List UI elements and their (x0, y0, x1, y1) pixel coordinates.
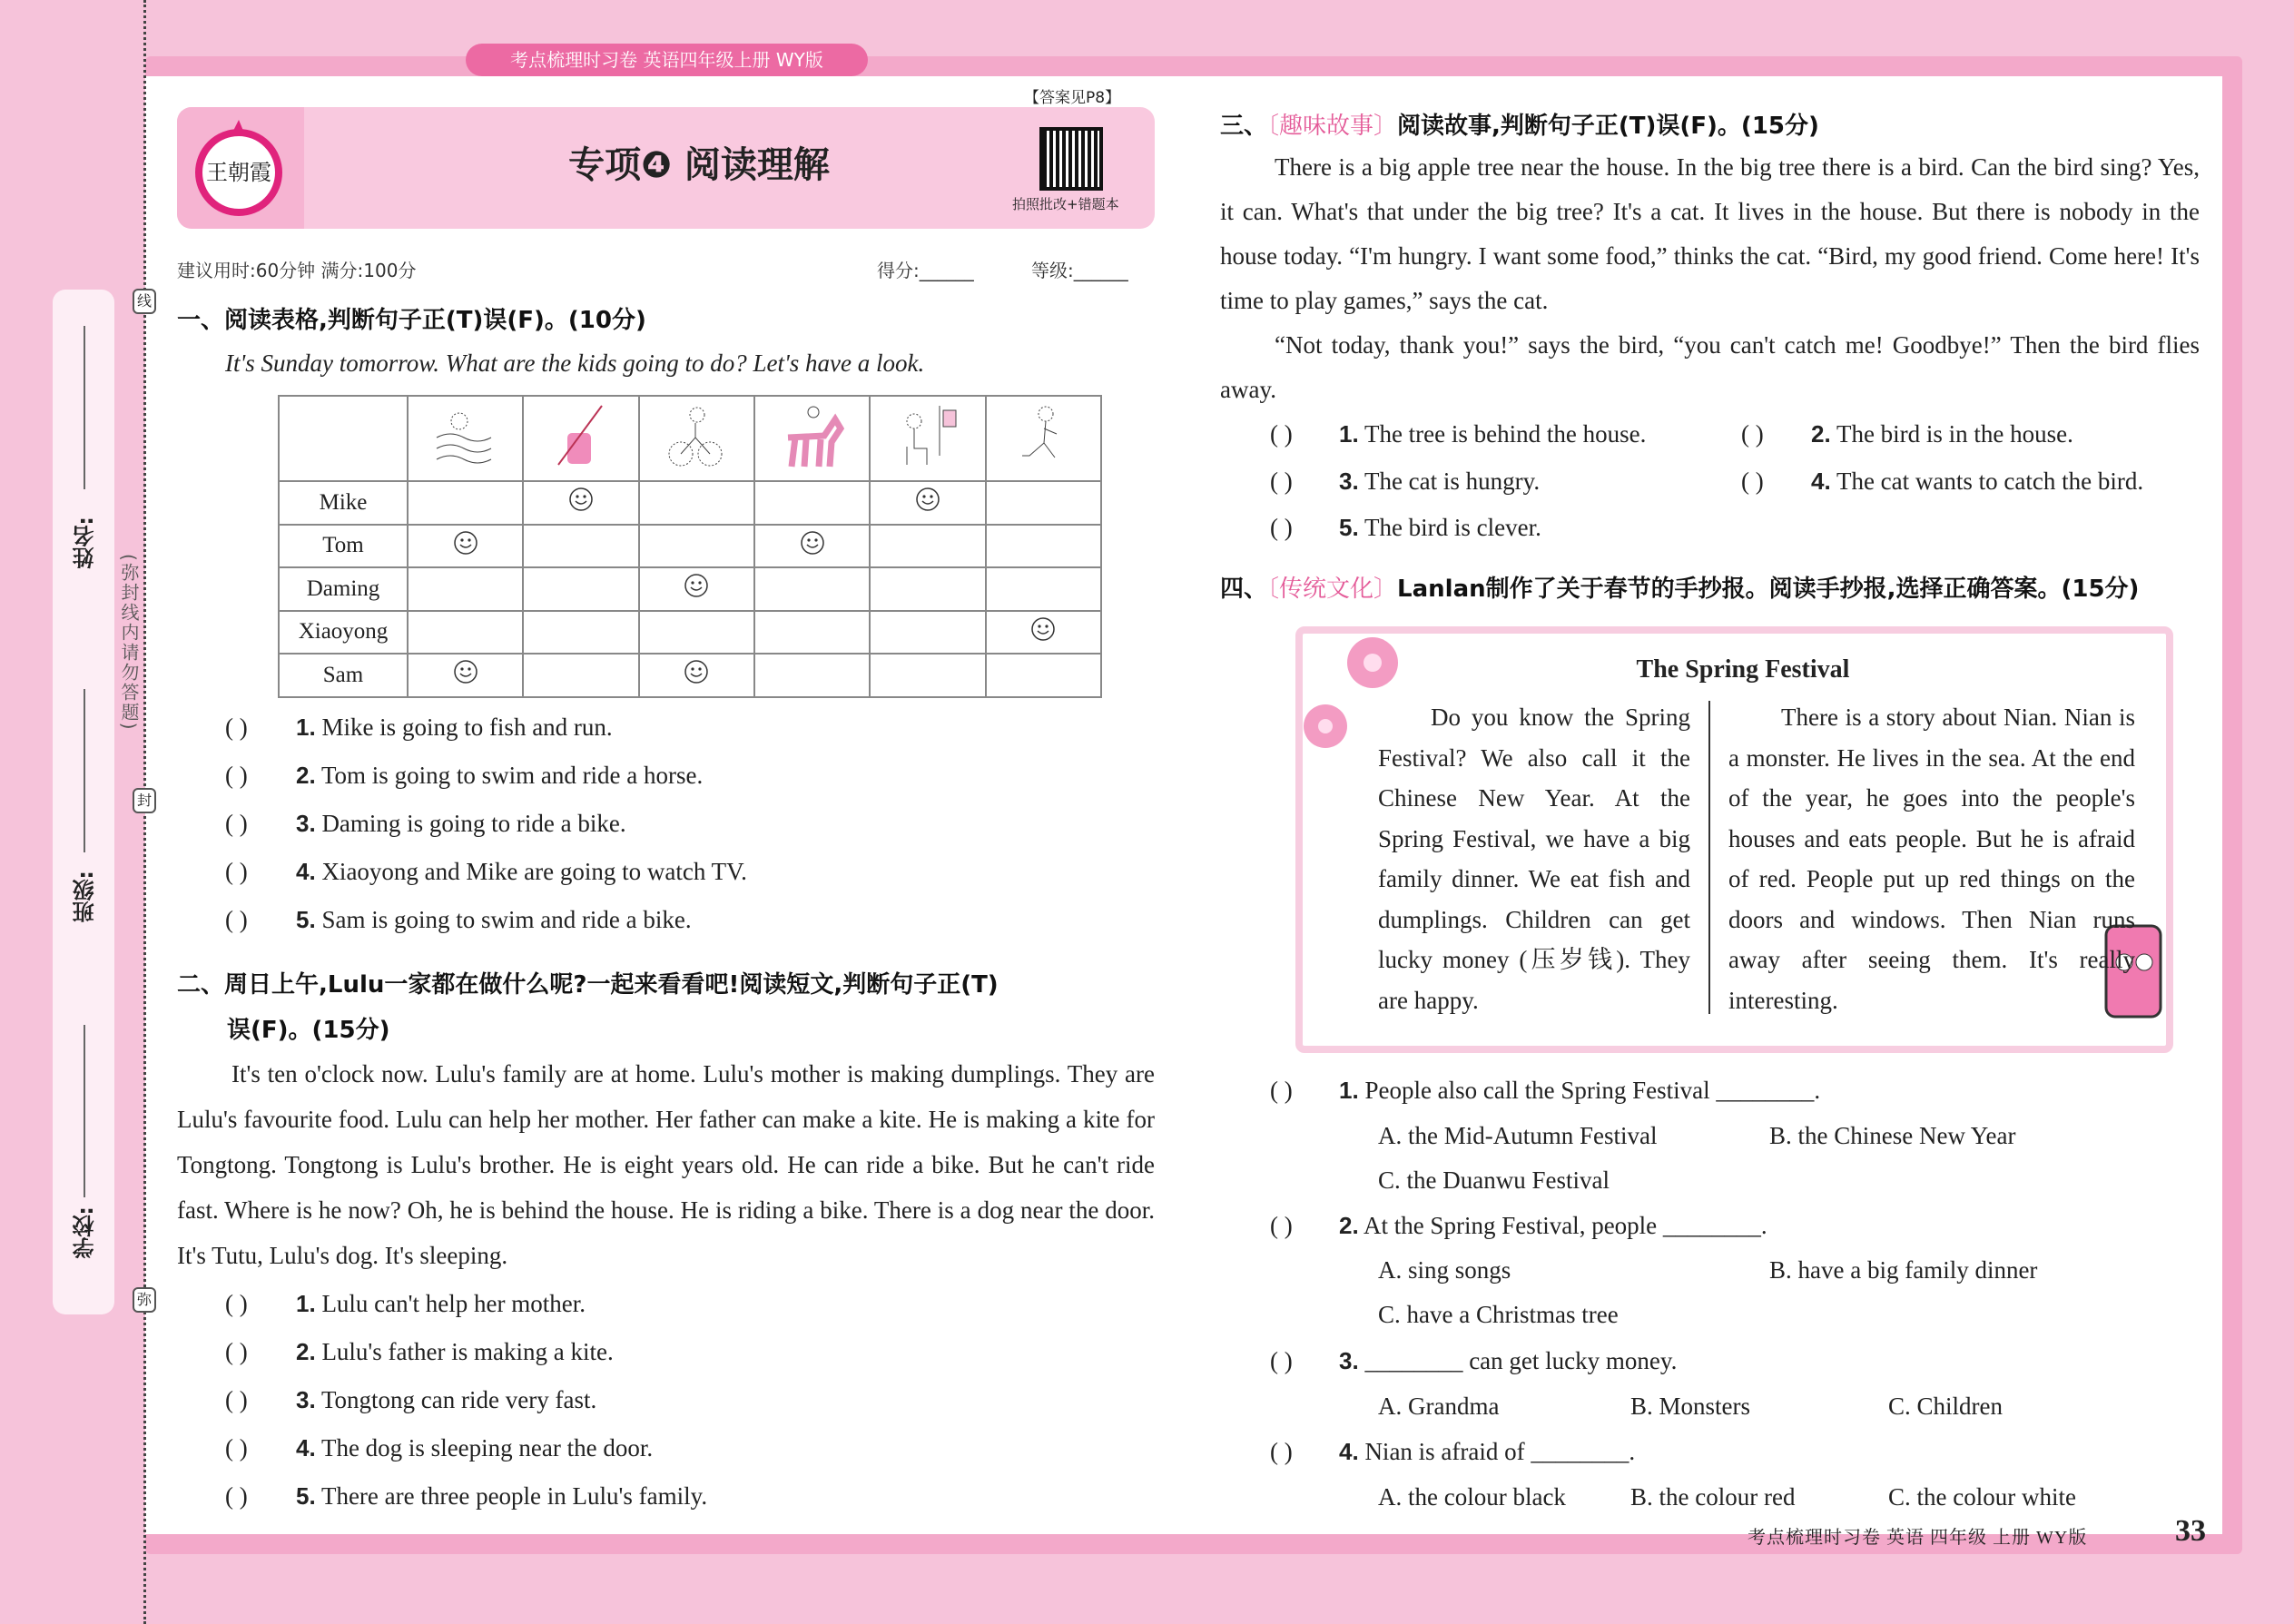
s4-q1-option-a[interactable]: A. the Mid-Autumn Festival (1378, 1122, 1658, 1149)
s4-question-2-number: 2. (1339, 1212, 1359, 1239)
s4-q1-option-c[interactable]: C. the Duanwu Festival (1378, 1166, 1610, 1194)
table-row (279, 654, 1101, 697)
poster-divider (1708, 701, 1710, 1014)
s4-question-2-answer-blank[interactable]: ( ) (1270, 1212, 1293, 1239)
section4-prefix: 四、 (1220, 576, 1268, 603)
activity-header-cell (870, 396, 985, 481)
s1-question-1 (296, 714, 613, 742)
s3-question-3 (1339, 468, 1540, 496)
s3-question-4-number: 4. (1811, 468, 1831, 495)
s2-question-4-text: The dog is sleeping near the door. (315, 1434, 654, 1462)
horse-icon (779, 451, 846, 476)
activity-header-cell (523, 396, 638, 481)
s2-question-3-number: 3. (296, 1386, 316, 1413)
activity-cell (754, 567, 870, 611)
smiley-face-icon (453, 665, 478, 690)
s2-question-3-text: Tongtong can ride very fast. (315, 1386, 597, 1413)
school-label: 学校: (73, 1206, 98, 1259)
s4-q4-option-c[interactable]: C. the colour white (1888, 1483, 2076, 1511)
s4-q1-option-b[interactable]: B. the Chinese New Year (1769, 1122, 2016, 1149)
bike-icon (663, 451, 730, 476)
s1-question-3-text: Daming is going to ride a bike. (315, 810, 626, 837)
s4-q4-option-a[interactable]: A. the colour black (1378, 1483, 1566, 1511)
activity-table (278, 395, 1102, 698)
s2-question-3-answer-blank[interactable]: ( ) (225, 1386, 248, 1413)
s4-question-4-text: Nian is afraid of ________. (1358, 1438, 1636, 1465)
section4-heading (1220, 570, 2139, 604)
s3-question-1-text: The tree is behind the house. (1358, 420, 1647, 448)
s2-question-1 (296, 1290, 586, 1318)
table-row (279, 611, 1101, 655)
s3-question-2 (1811, 420, 2073, 448)
activity-header-cell (408, 396, 523, 481)
activity-header-cell (986, 396, 1101, 481)
s3-question-4 (1811, 468, 2143, 496)
s3-question-3-text: The cat is hungry. (1358, 468, 1541, 495)
banner: 考点梳理时习卷 英语四年级上册 WY版 (466, 44, 868, 76)
s1-question-4-answer-blank[interactable]: ( ) (225, 858, 248, 885)
activity-cell (870, 611, 985, 655)
s3-question-1-answer-blank[interactable]: ( ) (1270, 420, 1293, 448)
s4-q3-option-c[interactable]: C. Children (1888, 1393, 2003, 1420)
publisher-logo (177, 107, 304, 229)
qr-label: 拍照批改+错题本 (1012, 196, 1119, 212)
qr-code[interactable] (1039, 127, 1103, 191)
seal-mark-line: 线 (133, 289, 156, 314)
footer-text: 考点梳理时习卷 英语 四年级 上册 WY版 (1748, 1528, 2088, 1548)
s2-question-5-answer-blank[interactable]: ( ) (225, 1482, 248, 1510)
s1-question-5-answer-blank[interactable]: ( ) (225, 906, 248, 933)
activity-cell (986, 525, 1101, 568)
activity-cell (870, 654, 985, 697)
svg-text:王朝霞: 王朝霞 (206, 160, 271, 185)
grade-field[interactable]: 等级:______ (1031, 260, 1128, 281)
table-row (279, 567, 1101, 611)
activity-cell (523, 481, 638, 525)
section2-heading: 二、周日上午,Lulu一家都在做什么呢?一起来看看吧!阅读短文,判断句子正(T) (177, 971, 999, 999)
activity-cell (639, 567, 754, 611)
section3-tag: 〔趣味故事〕 (1267, 113, 1398, 140)
s2-question-2 (296, 1338, 614, 1366)
page-title: 专项❹ 阅读理解 (568, 144, 830, 186)
kid-name-cell: Tom (279, 525, 408, 568)
activity-header-cell (639, 396, 754, 481)
activity-cell (986, 567, 1101, 611)
watch-tv-icon (894, 451, 961, 476)
run-icon (1009, 451, 1077, 476)
activity-cell (639, 654, 754, 697)
page-number: 33 (2175, 1514, 2206, 1548)
s2-question-5-number: 5. (296, 1482, 316, 1510)
s1-question-3-answer-blank[interactable]: ( ) (225, 810, 248, 837)
activity-cell (986, 654, 1101, 697)
table-row (279, 525, 1101, 568)
section4-title: Lanlan制作了关于春节的手抄报。阅读手抄报,选择正确答案。(15分) (1397, 576, 2140, 603)
smiley-face-icon (684, 579, 709, 604)
table-corner-cell (279, 396, 408, 481)
activity-cell (408, 654, 523, 697)
s3-question-2-text: The bird is in the house. (1830, 420, 2073, 448)
s3-question-2-answer-blank[interactable]: ( ) (1741, 420, 1764, 448)
activity-cell (523, 611, 638, 655)
activity-cell (523, 525, 638, 568)
s2-question-1-text: Lulu can't help her mother. (315, 1290, 586, 1317)
activity-header-cell (754, 396, 870, 481)
section1-intro: It's Sunday tomorrow. What are the kids going to do? Let's have a look. (225, 349, 925, 377)
s1-question-5 (296, 906, 692, 934)
s3-question-4-text: The cat wants to catch the bird. (1830, 468, 2144, 495)
s1-question-1-number: 1. (296, 714, 316, 741)
activity-cell (639, 481, 754, 525)
section2-heading-cont: 误(F)。(15分) (227, 1017, 390, 1044)
time-limit: 建议用时:60分钟 满分:100分 (177, 260, 417, 281)
activity-cell (408, 481, 523, 525)
kid-name-cell: Xiaoyong (279, 611, 408, 655)
s4-question-1-answer-blank[interactable]: ( ) (1270, 1077, 1293, 1104)
kid-name-cell: Mike (279, 481, 408, 525)
s4-question-4-answer-blank[interactable]: ( ) (1270, 1438, 1293, 1465)
smiley-face-icon (568, 493, 594, 517)
activity-cell (523, 654, 638, 697)
score-field[interactable]: 得分:______ (877, 260, 974, 281)
kid-name-cell: Daming (279, 567, 408, 611)
s1-question-4-text: Xiaoyong and Mike are going to watch TV. (315, 858, 747, 885)
section3-title: 阅读故事,判断句子正(T)误(F)。(15分) (1397, 113, 1819, 140)
seal-warning: (弥封线内请勿答题) (118, 554, 140, 732)
section1-heading: 一、阅读表格,判断句子正(T)误(F)。(10分) (177, 307, 646, 334)
kid-name-cell: Sam (279, 654, 408, 697)
class-field[interactable] (84, 689, 85, 852)
s1-question-5-text: Sam is going to swim and ride a bike. (315, 906, 692, 933)
activity-cell (639, 525, 754, 568)
s4-q4-option-b[interactable]: B. the colour red (1630, 1483, 1796, 1511)
s2-question-5-text: There are three people in Lulu's family. (315, 1482, 708, 1510)
s2-question-1-answer-blank[interactable]: ( ) (225, 1290, 248, 1317)
activity-cell (408, 525, 523, 568)
s3-question-5-text: The bird is clever. (1358, 514, 1541, 541)
section3-prefix: 三、 (1220, 113, 1268, 140)
section2-passage: It's ten o'clock now. Lulu's family are at home. Lulu's mother is making dumplings. They are Lulu's favourite food. Lulu can help her mother. Her father can make a kite. He is making a kite for Tongtong. Tongtong is Lulu's brother. He is eight years old. He can ride a bike. But he can't ride fast. Where is he now? Oh, he is behind the house. He is riding a bike. There is a dog near the door. It's Tutu, Lulu's dog. It's sleeping. (177, 1060, 1155, 1269)
table-row (279, 481, 1101, 525)
s2-question-2-text: Lulu's father is making a kite. (315, 1338, 614, 1365)
s4-question-3-number: 3. (1339, 1347, 1359, 1374)
s4-question-3-text: ________ can get lucky money. (1358, 1347, 1678, 1374)
s3-question-1 (1339, 420, 1646, 448)
section3-heading (1220, 107, 1819, 141)
activity-cell (408, 611, 523, 655)
activity-cell (754, 525, 870, 568)
s1-question-4-number: 4. (296, 858, 316, 885)
s1-question-2-answer-blank[interactable]: ( ) (225, 762, 248, 789)
s4-q2-option-a[interactable]: A. sing songs (1378, 1256, 1511, 1284)
section4-tag: 〔传统文化〕 (1267, 576, 1398, 603)
s3-question-3-answer-blank[interactable]: ( ) (1270, 468, 1293, 495)
seal-mark-close: 弥 (133, 1287, 156, 1313)
s2-question-5 (296, 1482, 707, 1511)
s4-question-2-text: At the Spring Festival, people ________. (1358, 1212, 1767, 1239)
class-label: 班级: (73, 871, 98, 923)
s4-question-2 (1339, 1212, 1767, 1240)
activity-cell (754, 654, 870, 697)
s2-question-2-number: 2. (296, 1338, 316, 1365)
student-info-panel (53, 290, 114, 1314)
activity-cell (986, 611, 1101, 655)
activity-cell (870, 567, 985, 611)
s3-question-2-number: 2. (1811, 420, 1831, 448)
s1-question-5-number: 5. (296, 906, 316, 933)
activity-cell (870, 525, 985, 568)
poster-right-text: There is a story about Nian. Nian is a monster. He lives in the sea. At the end of the year, he goes into the people's houses and eats people. But he is afraid of red. People put up red things on the doors and windows. Then Nian runs away after seeing them. It's really interesting. (1728, 704, 2135, 1014)
activity-cell (986, 481, 1101, 525)
fish-icon (547, 451, 615, 476)
s3-question-3-number: 3. (1339, 468, 1359, 495)
s1-question-1-text: Mike is going to fish and run. (315, 714, 613, 741)
school-field[interactable] (84, 1025, 85, 1197)
activity-cell (639, 611, 754, 655)
s4-q2-option-b[interactable]: B. have a big family dinner (1769, 1256, 2038, 1284)
section3-passage-p2: “Not today, thank you!” says the bird, “you can't catch me! Goodbye!” Then the bird flies away. (1220, 331, 2200, 403)
s4-question-4 (1339, 1438, 1635, 1466)
s2-question-1-number: 1. (296, 1290, 316, 1317)
answer-reference: 【答案见P8】 (1024, 89, 1121, 107)
swim-icon (432, 451, 499, 476)
s4-question-4-number: 4. (1339, 1438, 1359, 1465)
s3-question-4-answer-blank[interactable]: ( ) (1741, 468, 1764, 495)
s4-question-1 (1339, 1077, 1820, 1105)
s2-question-3 (296, 1386, 596, 1414)
s1-question-2-number: 2. (296, 762, 316, 789)
activity-cell (754, 611, 870, 655)
activity-cell (870, 481, 985, 525)
s1-question-2 (296, 762, 703, 790)
name-field[interactable] (84, 326, 85, 489)
smiley-face-icon (800, 536, 825, 561)
s2-question-2-answer-blank[interactable]: ( ) (225, 1338, 248, 1365)
s4-question-1-text: People also call the Spring Festival ________. (1358, 1077, 1821, 1104)
s2-question-4 (296, 1434, 653, 1462)
s2-question-4-answer-blank[interactable]: ( ) (225, 1434, 248, 1462)
s3-question-1-number: 1. (1339, 420, 1359, 448)
s4-q3-option-b[interactable]: B. Monsters (1630, 1393, 1751, 1420)
smiley-face-icon (453, 536, 478, 561)
poster-left-text: Do you know the Spring Festival? We also call it the Chinese New Year. At the Spring Festival, we have a big family dinner. We eat fish and dumplings. Children can get lucky money (压岁钱). They are happy. (1378, 704, 1690, 1014)
name-label: 姓名: (73, 517, 98, 569)
smiley-face-icon (915, 493, 940, 517)
s1-question-3 (296, 810, 626, 838)
s1-question-4 (296, 858, 747, 886)
s4-question-1-number: 1. (1339, 1077, 1359, 1104)
s4-q2-option-c[interactable]: C. have a Christmas tree (1378, 1301, 1619, 1328)
s1-question-1-answer-blank[interactable]: ( ) (225, 714, 248, 741)
seal-mark-seal: 封 (133, 788, 156, 813)
s3-question-5 (1339, 514, 1541, 542)
activity-cell (754, 481, 870, 525)
poster-title: The Spring Festival (1636, 655, 1850, 684)
s1-question-3-number: 3. (296, 810, 316, 837)
smiley-face-icon (684, 665, 709, 690)
s4-question-3-answer-blank[interactable]: ( ) (1270, 1347, 1293, 1374)
smiley-face-icon (1030, 623, 1056, 647)
table-header-row (279, 396, 1101, 481)
activity-cell (523, 567, 638, 611)
s2-question-4-number: 4. (296, 1434, 316, 1462)
s1-question-2-text: Tom is going to swim and ride a horse. (315, 762, 704, 789)
section3-passage-p1: There is a big apple tree near the house. In the big tree there is a bird. Can the bird sing? Yes, it can. What's that under the big tree? It's a cat. It lives in the house. But there is nobody in the house today. “I'm hungry. I want some food,” thinks the cat. “Bird, my good friend. Come here! It's time to play games,” says the cat. (1220, 153, 2200, 314)
s4-question-3 (1339, 1347, 1677, 1375)
activity-cell (408, 567, 523, 611)
s3-question-5-answer-blank[interactable]: ( ) (1270, 514, 1293, 541)
s4-q3-option-a[interactable]: A. Grandma (1378, 1393, 1500, 1420)
s3-question-5-number: 5. (1339, 514, 1359, 541)
